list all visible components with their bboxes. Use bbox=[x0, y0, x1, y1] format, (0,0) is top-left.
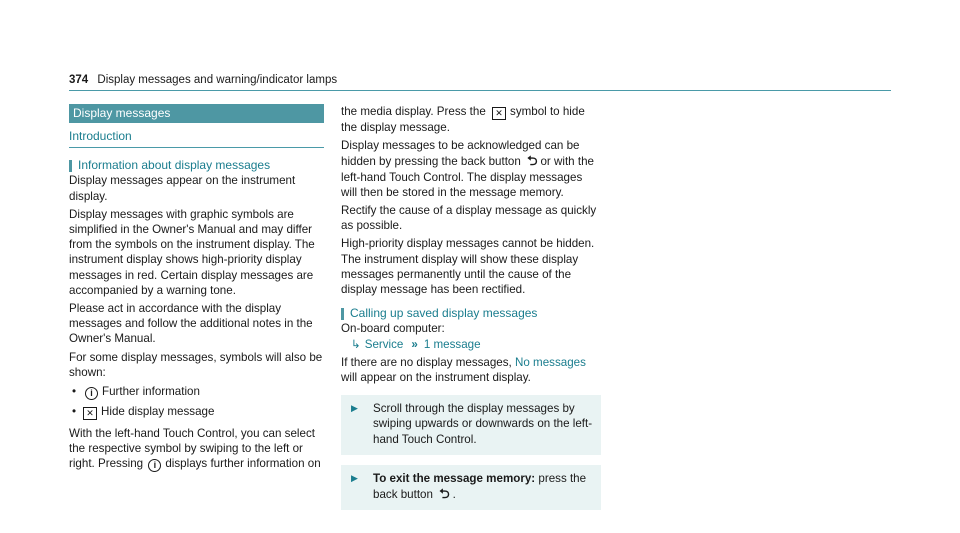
info-paragraph-7b: or with the left-hand Touch Control. The display messages will then be stored in the message memory. bbox=[341, 155, 594, 199]
info-paragraph-8: Rectify the cause of a display message as quickly as possible. bbox=[341, 204, 597, 233]
close-x-icon: ✕ bbox=[492, 107, 506, 120]
step-scroll bbox=[341, 395, 601, 455]
info-paragraph-5 bbox=[69, 426, 324, 472]
path-message: 1 message bbox=[423, 337, 481, 351]
no-messages-paragraph bbox=[341, 355, 601, 385]
info-heading: Information about display messages bbox=[69, 158, 324, 173]
info-paragraph-7 bbox=[341, 138, 601, 200]
double-chevron-icon: » bbox=[411, 337, 418, 351]
page-number: 374 bbox=[69, 74, 89, 86]
step-exit-label: To exit the message memory: bbox=[373, 471, 536, 485]
info-paragraph-7a: Display messages to be acknowledged can be hidden by pressing the back button bbox=[341, 139, 580, 169]
no-messages-term: No messages bbox=[515, 355, 586, 369]
info-paragraph-2: Display messages with graphic symbols are simplified in the Owner's Manual and may differ from the symbols on the instrument display. The instrument display shows high-priority display messages in red. Certain display messages are accompanied by a warning tone. bbox=[69, 207, 315, 297]
onboard-label: On-board computer: bbox=[341, 322, 445, 336]
info-paragraph-6a: the media display. Press the bbox=[341, 105, 486, 118]
path-service: Service bbox=[364, 337, 404, 351]
path-arrow-icon: ↳ bbox=[351, 337, 361, 351]
section-banner: Display messages bbox=[69, 104, 324, 123]
section-intro-heading: Introduction bbox=[69, 129, 324, 148]
middle-column bbox=[341, 104, 601, 510]
page-header-title: Display messages and warning/indicator lamps bbox=[97, 74, 338, 86]
bullet-further-info bbox=[69, 384, 324, 400]
bullet-hide-message bbox=[69, 404, 324, 420]
header-rule bbox=[69, 90, 891, 91]
bullet-further-info-text: Further information bbox=[102, 385, 200, 399]
step-exit-text: press the back button bbox=[373, 471, 587, 502]
info-paragraph-6b: symbol to hide the display message. bbox=[341, 105, 585, 134]
close-x-icon: ✕ bbox=[83, 407, 97, 420]
step-scroll-text: Scroll through the display messages by swiping upwards or downwards on the left-hand Touch Control. bbox=[373, 402, 593, 446]
back-arrow-icon: ⮌ bbox=[439, 486, 450, 502]
bullet-hide-message-text: Hide display message bbox=[101, 405, 215, 419]
saved-heading: Calling up saved display messages bbox=[341, 306, 601, 321]
page-header bbox=[69, 74, 337, 86]
info-circle-icon: i bbox=[148, 459, 161, 472]
info-paragraph-4: For some display messages, symbols will also be shown: bbox=[69, 350, 323, 379]
info-paragraph-9: High-priority display messages cannot be hidden. The instrument display will show these display messages permanently until the cause of the display message has been rectified. bbox=[341, 237, 595, 297]
no-messages-b: will appear on the instrument display. bbox=[341, 371, 531, 385]
info-paragraph-1: Display messages appear on the instrument display. bbox=[69, 174, 296, 203]
info-circle-icon: i bbox=[85, 387, 98, 400]
step-exit-end: . bbox=[452, 488, 456, 502]
no-messages-a: If there are no display messages, bbox=[341, 355, 512, 369]
info-paragraph-5b: displays further information on bbox=[165, 457, 321, 471]
menu-path bbox=[341, 337, 601, 352]
back-arrow-icon: ⮌ bbox=[527, 153, 538, 169]
info-paragraph-6 bbox=[341, 104, 601, 135]
info-paragraph-5a: With the left-hand Touch Control, you can select the respective symbol by swiping to the left or right. Pressing bbox=[69, 427, 315, 471]
info-paragraph-3: Please act in accordance with the display messages and follow the additional notes in the Owner's Manual. bbox=[69, 302, 313, 346]
left-column bbox=[69, 104, 324, 472]
step-exit bbox=[341, 465, 601, 510]
